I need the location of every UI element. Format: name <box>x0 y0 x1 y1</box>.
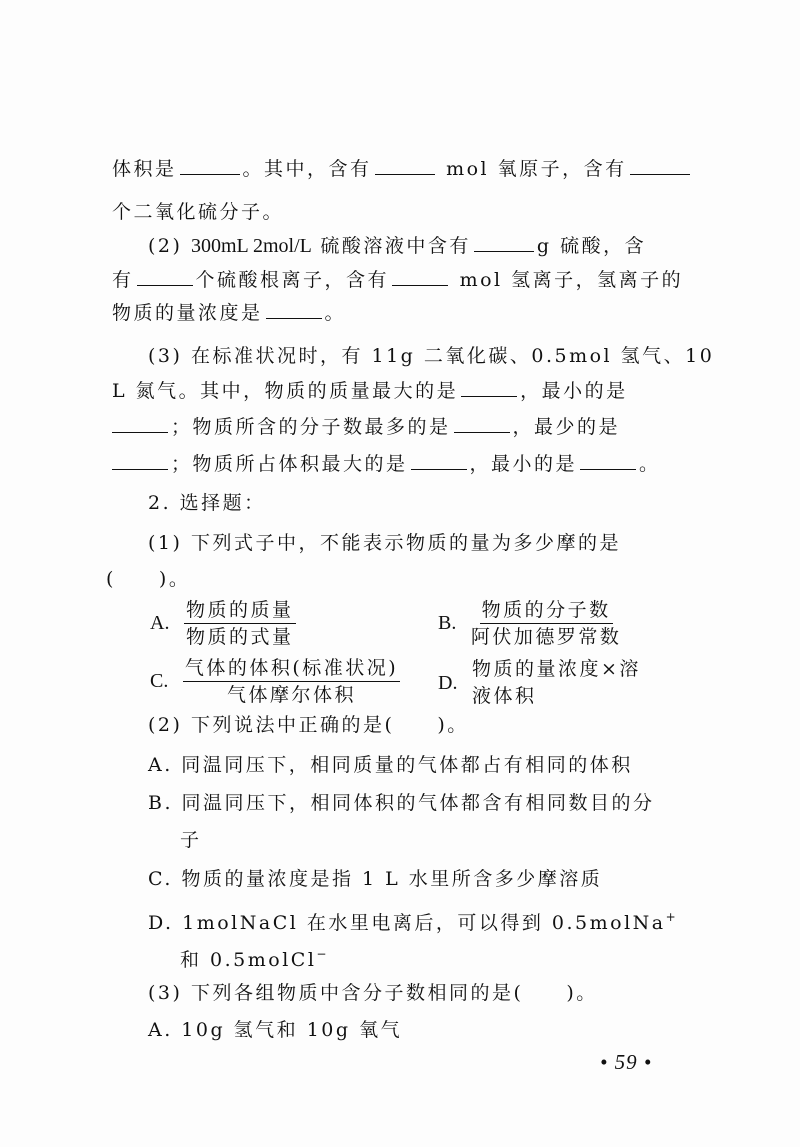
mc2-option-b-cont: 子 <box>180 829 202 851</box>
answer-blank[interactable] <box>411 451 467 470</box>
q1-line-2: 个二氧化硫分子。 <box>112 201 285 223</box>
answer-blank[interactable] <box>112 451 168 470</box>
mc1-option-d[interactable]: D. 物质的量浓度×溶 液体积 <box>438 658 641 707</box>
answer-blank[interactable] <box>137 267 193 286</box>
q3-line-2: L 氮气。其中，物质的质量最大的是 ，最小的是 <box>112 380 628 402</box>
mc2-option-b[interactable]: B. 同温同压下，相同体积的气体都含有相同数目的分 <box>148 792 655 814</box>
q3-line-4: ；物质所占体积最大的是 ，最小的是 。 <box>112 451 661 477</box>
mc2-option-a[interactable]: A. 同温同压下，相同质量的气体都占有相同的体积 <box>148 754 633 776</box>
answer-blank[interactable] <box>392 267 448 286</box>
mc2-option-c[interactable]: C. 物质的量浓度是指 1 L 水里所含多少摩溶质 <box>148 868 603 890</box>
mc1-stem-line-2: ( )。 <box>106 568 191 590</box>
mc2-option-d-cont: 和 0.5molCl− <box>180 947 329 971</box>
fraction: $\frac{\text{气体的体积(标准状况)}}{\text{气体摩尔体积}}$ <box>184 657 399 706</box>
mc1-stem-line-1: (1) 下列式子中，不能表示物质的量为多少摩的是 <box>148 532 621 554</box>
answer-blank[interactable] <box>454 414 510 433</box>
mc3-stem: (3) 下列各组物质中含分子数相同的是( )。 <box>148 982 598 1004</box>
mc1-option-b[interactable]: B. $\frac{\text{物质的分子数}}{\text{阿伏加德罗常数}}$ <box>438 599 622 648</box>
answer-blank[interactable] <box>474 233 534 252</box>
q1-line-1: 体积是 。其中，含有 mol 氧原子，含有 <box>112 156 693 182</box>
mc1-option-c[interactable]: C. $\frac{\text{气体的体积(标准状况)}}{\text{气体摩尔体积}}$ <box>150 657 399 706</box>
answer-blank[interactable] <box>112 414 168 433</box>
q2-line-1: (2) 300mL 2mol/L 硫酸溶液中含有 g 硫酸，含 <box>148 235 647 257</box>
q3-line-3: ；物质所含的分子数最多的是 ，最少的是 <box>112 414 620 440</box>
mc1-option-a[interactable]: A. $\frac{\text{物质的质量}}{\text{物质的式量}}$ <box>150 599 294 648</box>
answer-blank[interactable] <box>630 156 690 175</box>
mc2-stem: (2) 下列说法中正确的是( )。 <box>148 714 469 736</box>
answer-blank[interactable] <box>266 300 322 319</box>
answer-blank[interactable] <box>461 378 517 397</box>
fraction: $\frac{\text{物质的分子数}}{\text{阿伏加德罗常数}}$ <box>470 599 622 648</box>
q3-line-1: (3) 在标准状况时，有 11g 二氧化碳、0.5mol 氢气、10 <box>148 345 715 367</box>
answer-blank[interactable] <box>180 156 240 175</box>
q2-line-3: 物质的量浓度是 。 <box>112 302 347 324</box>
mc3-option-a[interactable]: A. 10g 氢气和 10g 氧气 <box>148 1019 403 1041</box>
page-number: • 59 • <box>600 1050 653 1074</box>
q2-line-2: 有 个硫酸根离子，含有 mol 氢离子，氢离子的 <box>112 269 684 291</box>
answer-blank[interactable] <box>580 451 636 470</box>
answer-blank[interactable] <box>375 156 435 175</box>
section-title: 2. 选择题： <box>148 492 266 514</box>
mc2-option-d[interactable]: D. 1molNaCl 在水里电离后，可以得到 0.5molNa+ <box>148 910 679 934</box>
fraction: $\frac{\text{物质的质量}}{\text{物质的式量}}$ <box>186 599 294 648</box>
